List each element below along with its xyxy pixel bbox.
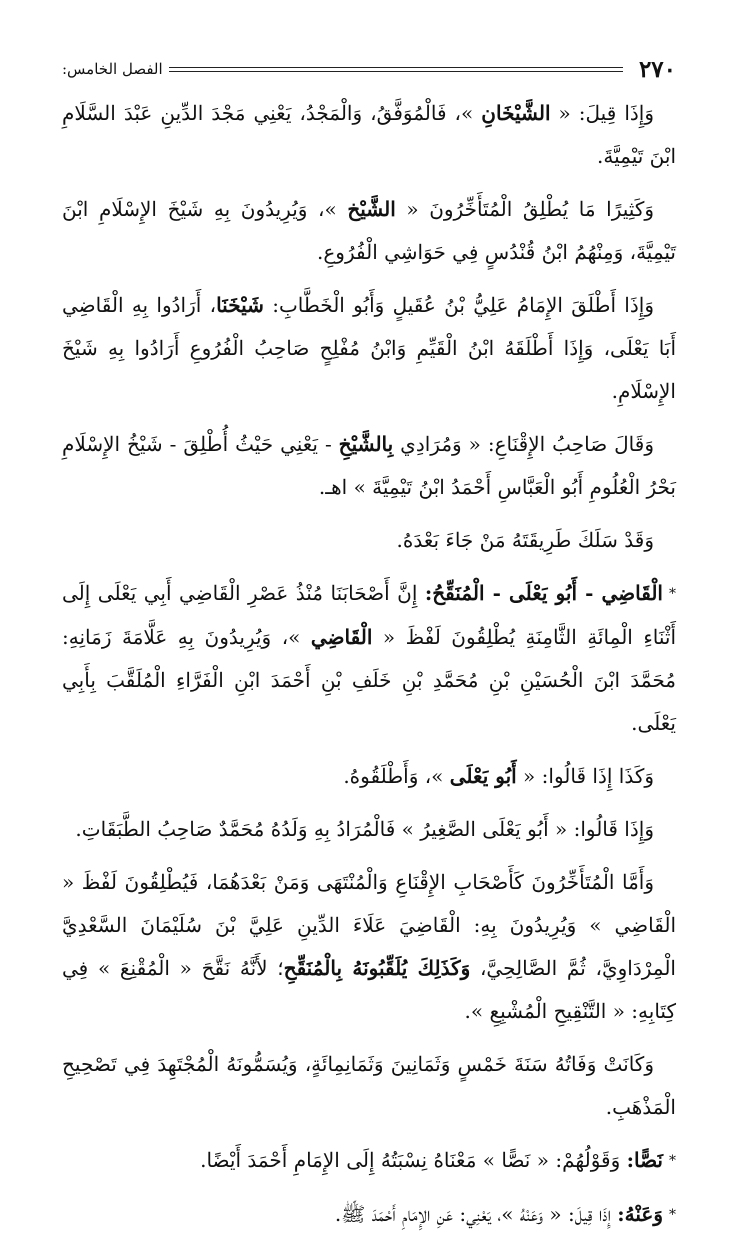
header-rule: [169, 67, 623, 72]
paragraph-3: وَإِذَا أَطْلَقَ الإِمَامُ عَلِيُّ بْنُ عُقَيلٍ وَأَبُو الْخَطَّابِ: شَيْخَنَا، أَرَادُوا بِهِ الْقَاضِي أَبَا يَعْلَى، وَإِذَا أَطْلَقَهُ ابْنُ الْقَيِّمِ وَابْنُ مُفْلِحٍ صَاحِبُ الْفُرُوعِ أَرَادُوا بِهِ شَيْخَ الإِسْلَامِ.: [62, 293, 676, 403]
page-header: [62, 52, 676, 86]
paragraph-10: وَكَانَتْ وَفَاتُهُ سَنَةَ خَمْسٍ وَثَمَانِينَ وَثَمَانِمِائَةٍ، وَيُسَمُّونَهُ الْمُجْتَهِدَ فِي تَصْحِيحِ الْمَذْهَبِ.: [62, 1052, 676, 1119]
entry-heading: نَصًّا:: [626, 1148, 663, 1172]
entry-nassan: *نَصًّا: وَقَوْلُهُمْ: « نَصًّا » مَعْنَاهُ نِسْبَتُهُ إِلَى الإِمَامِ أَحْمَدَ أَيْضًا.: [200, 1148, 676, 1172]
page-number: ٢٧٠: [638, 55, 676, 83]
paragraph-4: وَقَالَ صَاحِبُ الإِقْنَاعِ: « وَمُرَادِي بِالشَّيْخِ - يَعْنِي حَيْثُ أُطْلِقَ - شَيْخُ الإِسْلَامِ بَحْرُ الْعُلُومِ أَبُو الْعَبَّاسِ أَحْمَدُ ابْنُ تَيْمِيَّةَ » اهـ.: [62, 432, 676, 499]
chapter-title: الفصل الخامس:: [62, 60, 163, 78]
paragraph-8: وَإِذَا قَالُوا: « أَبُو يَعْلَى الصَّغِيرُ » فَالْمُرَادُ بِهِ وَلَدُهُ مُحَمَّدٌ صَاحِبُ الطَّبَقَاتِ.: [75, 817, 654, 841]
entry-heading: الْقَاضِي - أَبُو يَعْلَى - الْمُنَقِّحُ:: [424, 581, 663, 605]
paragraph-2: وَكَثِيرًا مَا يُطْلِقُ الْمُتَأَخِّرُونَ « الشَّيْخ »، وَيُرِيدُونَ بِهِ شَيْخَ الإِسْلَامِ ابْنَ تَيْمِيَّةَ، وَمِنْهُمُ ابْنُ قُنْدُسٍ فِي حَوَاشِي الْفُرُوعِ.: [62, 197, 676, 264]
entry-bullet: *: [668, 586, 676, 602]
entry-qadi: *الْقَاضِي - أَبُو يَعْلَى - الْمُنَقِّحُ: إِنَّ أَصْحَابَنَا مُنْذُ عَصْرِ الْقَاضِي أَبِي يَعْلَى إِلَى أَثْنَاءِ الْمِائَةِ الثَّامِنَةِ يُطْلِقُونَ لَفْظَ « الْقَاضِي »، وَيُرِيدُونَ بِهِ عَلَّامَةَ زَمَانِهِ: مُحَمَّدَ ابْنَ الْحُسَيْنِ بْنِ مُحَمَّدِ بْنِ خَلَفِ بْنِ أَحْمَدَ ابْنِ الْفَرَّاءِ الْمُلَقَّبَ بِأَبِي يَعْلَى.: [62, 581, 676, 735]
entry-wa-anhu: *وَعَنْهُ: إِذَا قِيلَ: « وَعَنْهُ »، يَعْنِي: عَنِ الإِمَامِ أَحْمَدَ ﷺ.: [334, 1202, 676, 1226]
entry-bullet: *: [669, 1153, 676, 1169]
paragraph-7: وَكَذَا إِذَا قَالُوا: « أَبُو يَعْلَى »، وَأَطْلَقُوهُ.: [343, 764, 654, 788]
paragraph-5: وَقَدْ سَلَكَ طَرِيقَتَهُ مَنْ جَاءَ بَعْدَهُ.: [396, 528, 654, 552]
paragraph-1: وَإِذَا قِيلَ: « الشَّيْخَانِ »، فَالْمُوَفَّقُ، وَالْمَجْدُ، يَعْنِي مَجْدَ الدِّينِ عَبْدَ السَّلَامِ ابْنَ تَيْمِيَّةَ.: [62, 101, 676, 168]
page-body: [62, 92, 676, 1247]
entry-heading: وَعَنْهُ:: [617, 1202, 663, 1226]
entry-bullet: *: [669, 1207, 676, 1223]
paragraph-9: وَأَمَّا الْمُتَأَخِّرُونَ كَأَصْحَابِ الإِقْنَاعِ وَالْمُنْتَهَى وَمَنْ بَعْدَهُمَا، فَيُطْلِقُونَ لَفْظَ « الْقَاضِي » وَيُرِيدُونَ بِهِ: الْقَاضِيَ عَلَاءَ الدِّينِ عَلِيَّ بْنَ سُلَيْمَانَ السَّعْدِيَّ الْمِرْدَاوِيَّ، ثُمَّ الصَّالِحِيَّ، وَكَذَلِكَ يُلَقِّبُونَهُ بِالْمُنَقِّحِ؛ لأَنَّهُ نَقَّحَ « الْمُقْنِعَ » فِي كِتَابِهِ: « التَّنْقِيحِ الْمُشْبِعِ ».: [62, 870, 676, 1023]
